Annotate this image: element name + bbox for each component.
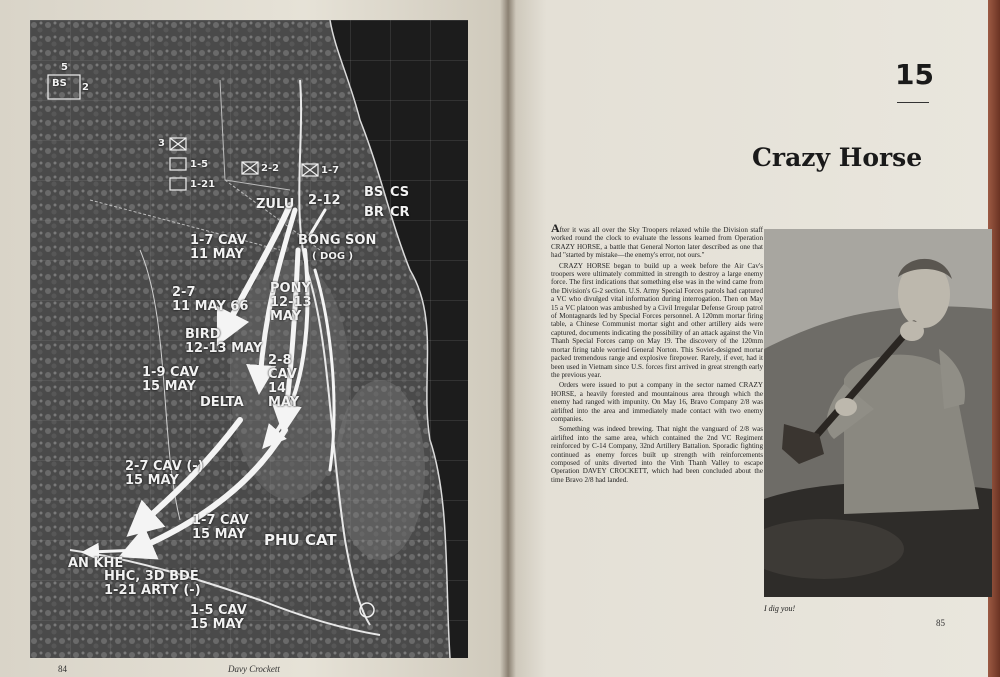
photo-caption: I dig you! xyxy=(764,604,796,613)
map-label-unit-1-5: 1-5 xyxy=(190,159,209,170)
map-label-pony: PONY 12-13 MAY xyxy=(270,281,312,324)
map-label-unit-3: 3 xyxy=(158,138,165,149)
map-label-zulu: ZULU xyxy=(256,197,295,212)
map-label-5: 5 xyxy=(61,62,68,73)
map-label-delta: DELTA xyxy=(200,395,244,410)
paragraph-3: Orders were issued to put a company in the sector named CRAZY HORSE, a heavily forested and mountainous area through which the enemy had ranged with impunity. On May 16, Bravo Company 2/8 was airlifted into the area and immediately made contact with two enemy companies. xyxy=(551,381,763,423)
map-label-bong-son: BONG SON xyxy=(298,233,377,248)
map-label-unit-1-7: 1-7 xyxy=(321,165,340,176)
operation-map xyxy=(30,20,468,658)
chapter-rule xyxy=(897,102,929,103)
map-label-2: 2 xyxy=(82,82,89,93)
map-label-an-khe: AN KHE xyxy=(68,556,124,571)
right-page-number: 85 xyxy=(936,618,945,628)
map-label-2-8-cav: 2-8 CAV 14 MAY xyxy=(268,353,300,410)
map-label-2-12: 2-12 xyxy=(308,193,341,208)
paragraph-1-text: fter it was all over the Sky Troopers relaxed while the Division staff worked round the clock to evaluate the lessons learned from Operation CRAZY HORSE, a battle that General Norton later described as one that had "started by mistake—the enemy's error, not ours." xyxy=(551,226,763,260)
map-label-1-5-cav: 1-5 CAV 15 MAY xyxy=(190,603,247,632)
map-label-hhc-3d-bde: HHC, 3D BDE 1-21 ARTY (-) xyxy=(104,569,201,598)
map-label-cs: CS xyxy=(390,185,410,200)
running-foot: Davy Crockett xyxy=(228,664,280,674)
map-label-dog: ( DOG ) xyxy=(312,251,354,262)
drop-cap: A xyxy=(551,224,560,235)
chapter-title: Crazy Horse xyxy=(752,143,923,172)
map-label-1-7-cav: 1-7 CAV 11 MAY xyxy=(190,233,247,262)
map-label-2-7: 2-7 11 MAY 66 xyxy=(172,285,249,314)
paragraph-2: CRAZY HORSE began to build up a week before the Air Cav's troopers were ultimately committed in strength to destroy a large enemy force. The first indications that something else was in the wind came from the Division's G-2 section. U.S. Army Special Forces patrols had captured a VC who divulged vital information during interrogation. Then on May 15 a VC platoon was ambushed by a Civil Irregular Defense Group patrol of Montagnards led by Special Forces personnel. A 120mm mortar firing table, a Chinese Communist mortar sight and other artillery aids were captured, documents indicating the possibility of an attack against the Vin Thanh Special Forces camp on May 19. The discovery of the 120mm mortar firing table worried General Norton. This Soviet-designed mortar packed tremendous range and explosive firepower. Rarely, if ever, had it been used in Vietnam since U.S. forces first arrived in great strength early the previous year. xyxy=(551,261,763,379)
map-label-unit-2-2: 2-2 xyxy=(261,163,280,174)
soldier-photo xyxy=(764,229,992,597)
body-text xyxy=(551,224,763,626)
left-page-number: 84 xyxy=(58,664,67,674)
paragraph-1 xyxy=(551,224,763,260)
map-label-1-9-cav: 1-9 CAV 15 MAY xyxy=(142,365,199,394)
map-label-bs-corner: BS xyxy=(52,78,67,89)
map-label-phu-cat: PHU CAT xyxy=(264,531,337,549)
soldier-photo-graphic xyxy=(764,229,992,597)
map-label-bird: BIRD 12-13 MAY xyxy=(185,327,263,356)
chapter-number: 15 xyxy=(895,58,934,91)
map-label-cr: CR xyxy=(390,205,410,220)
map-label-br: BR xyxy=(364,205,384,220)
paragraph-4: Something was indeed brewing. That night the vanguard of 2/8 was airlifted into the same area, which contained the 2nd VC Regiment reinforced by C-14 Company, 32nd Artillery Battalion. Sporadic fighting continued as enemy forces built up strength with reinforcements composed of units diverted into the Vinh Thanh Valley to escape Operation DAVEY CROCKETT, which had been concluded about the time Bravo 2/8 had landed. xyxy=(551,425,763,484)
book-gutter xyxy=(500,0,516,677)
map-label-2-7-cav: 2-7 CAV (-) 15 MAY xyxy=(125,459,204,488)
map-label-unit-1-21: 1-21 xyxy=(190,179,216,190)
map-label-1-7-cav-15: 1-7 CAV 15 MAY xyxy=(192,513,249,542)
map-label-bs: BS xyxy=(364,185,384,200)
